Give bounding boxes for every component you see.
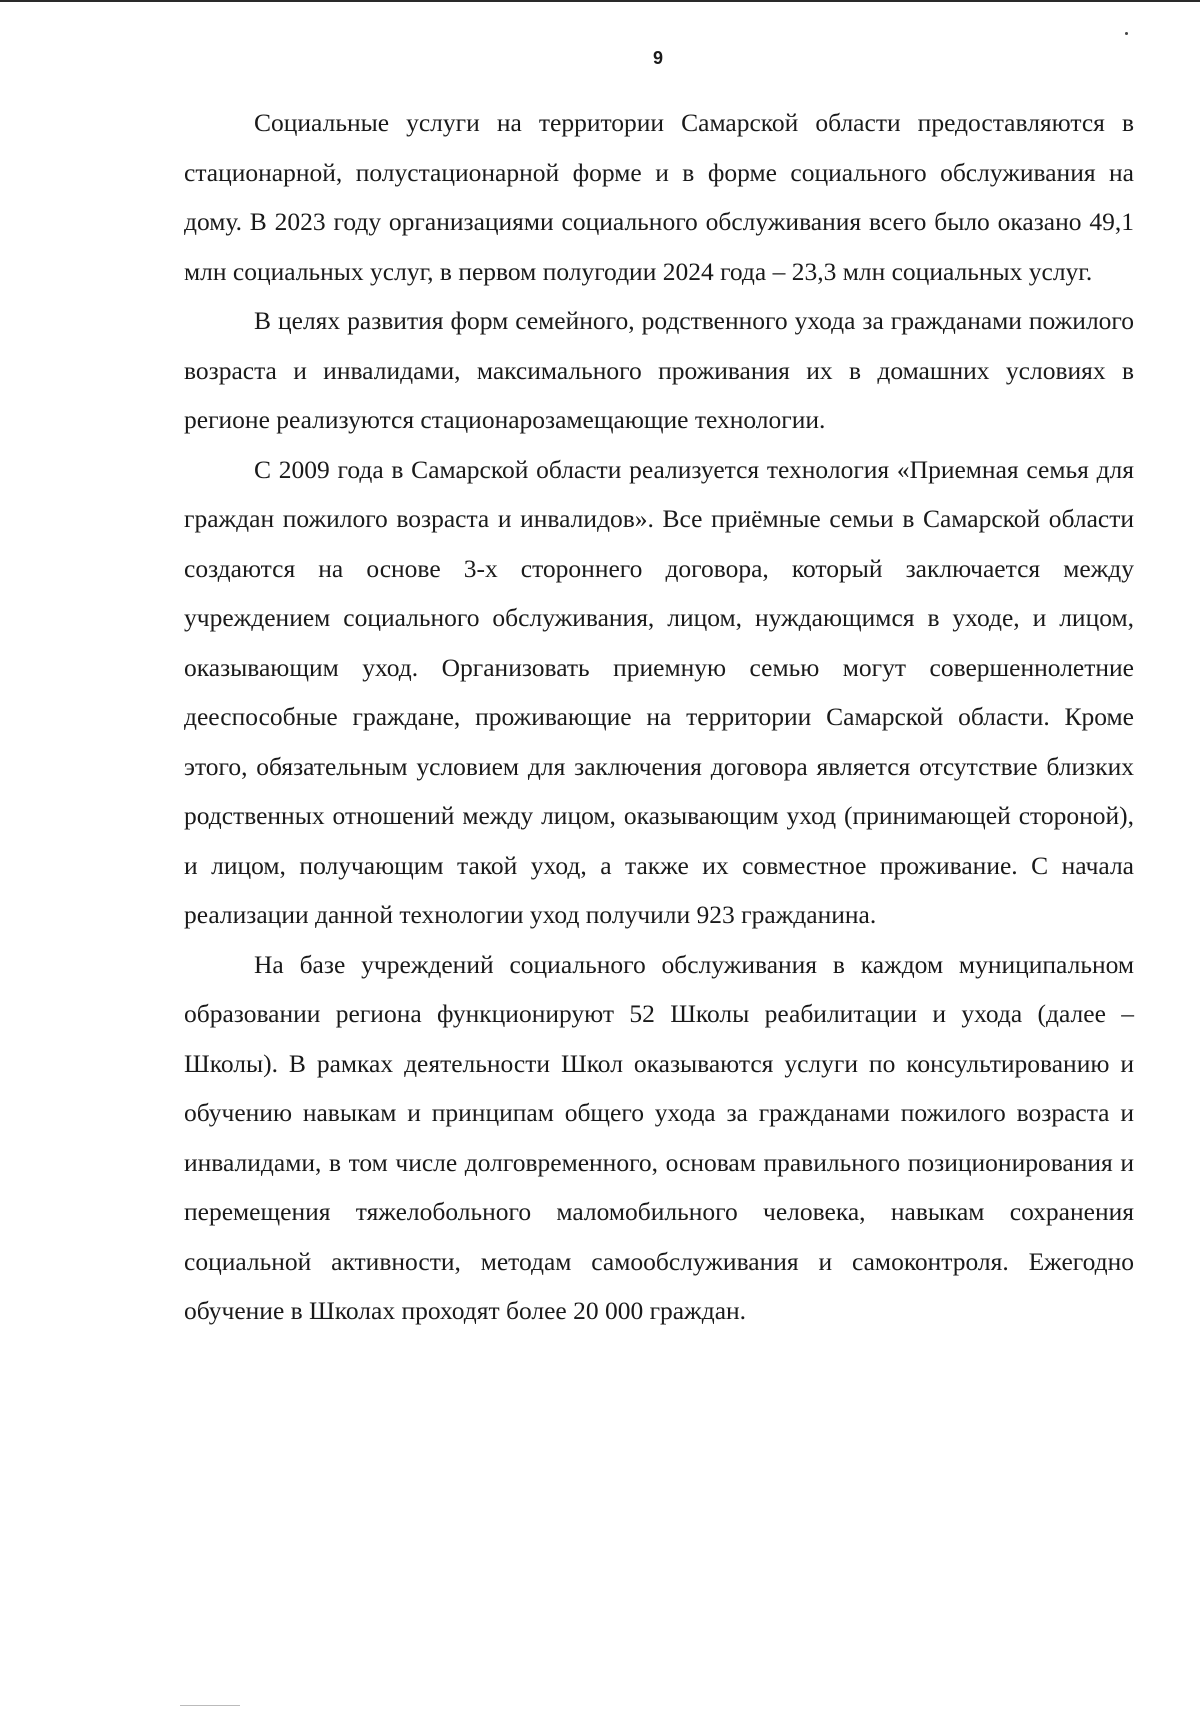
paragraph-social-services: Социальные услуги на территории Самарской области предоставляются в стационарной, полустационарной форме и в форме социального обслуживания на дому. В 2023 году организациями социального обслуживания всего было оказано 49,1 млн социальных услуг, в первом полугодии 2024 года – 23,3 млн социальных услуг. (184, 108, 1134, 286)
paragraph-replacement-technologies: В целях развития форм семейного, родственного ухода за гражданами пожилого возраста и инвалидами, максимального проживания их в домашних условиях в регионе реализуются стационарозамещающие технологии. (184, 306, 1134, 434)
scan-bottom-mark (180, 1705, 240, 1706)
body-text (184, 98, 1134, 1336)
paragraph-foster-family: С 2009 года в Самарской области реализуется технология «Приемная семья для граждан пожилого возраста и инвалидов». Все приёмные семьи в Самарской области создаются на основе 3-х стороннего договора, который заключается между учреждением социального обслуживания, лицом, нуждающимся в уходе, и лицом, оказывающим уход. Организовать приемную семью могут совершеннолетние дееспособные граждане, проживающие на территории Самарской области. Кроме этого, обязательным условием для заключения договора является отсутствие близких родственных отношений между лицом, оказывающим уход (принимающей стороной), и лицом, получающим такой уход, а также их совместное проживание. С начала реализации данной технологии уход получили 923 гражданина. (184, 454, 1134, 929)
scan-speck (1125, 32, 1128, 35)
paragraph-care-schools: На базе учреждений социального обслуживания в каждом муниципальном образовании региона функционируют 52 Школы реабилитации и ухода (далее – Школы). В рамках деятельности Школ оказываются услуги по консультированию и обучению навыкам и принципам общего ухода за гражданами пожилого возраста и инвалидами, в том числе долговременного, основам правильного позиционирования и перемещения тяжелобольного маломобильного человека, навыкам сохранения социальной активности, методам самообслуживания и самоконтроля. Ежегодно обучение в Школах проходят более 20 000 граждан. (184, 949, 1134, 1325)
page-number: 9 (652, 48, 663, 68)
page-top-edge (0, 0, 1200, 2)
